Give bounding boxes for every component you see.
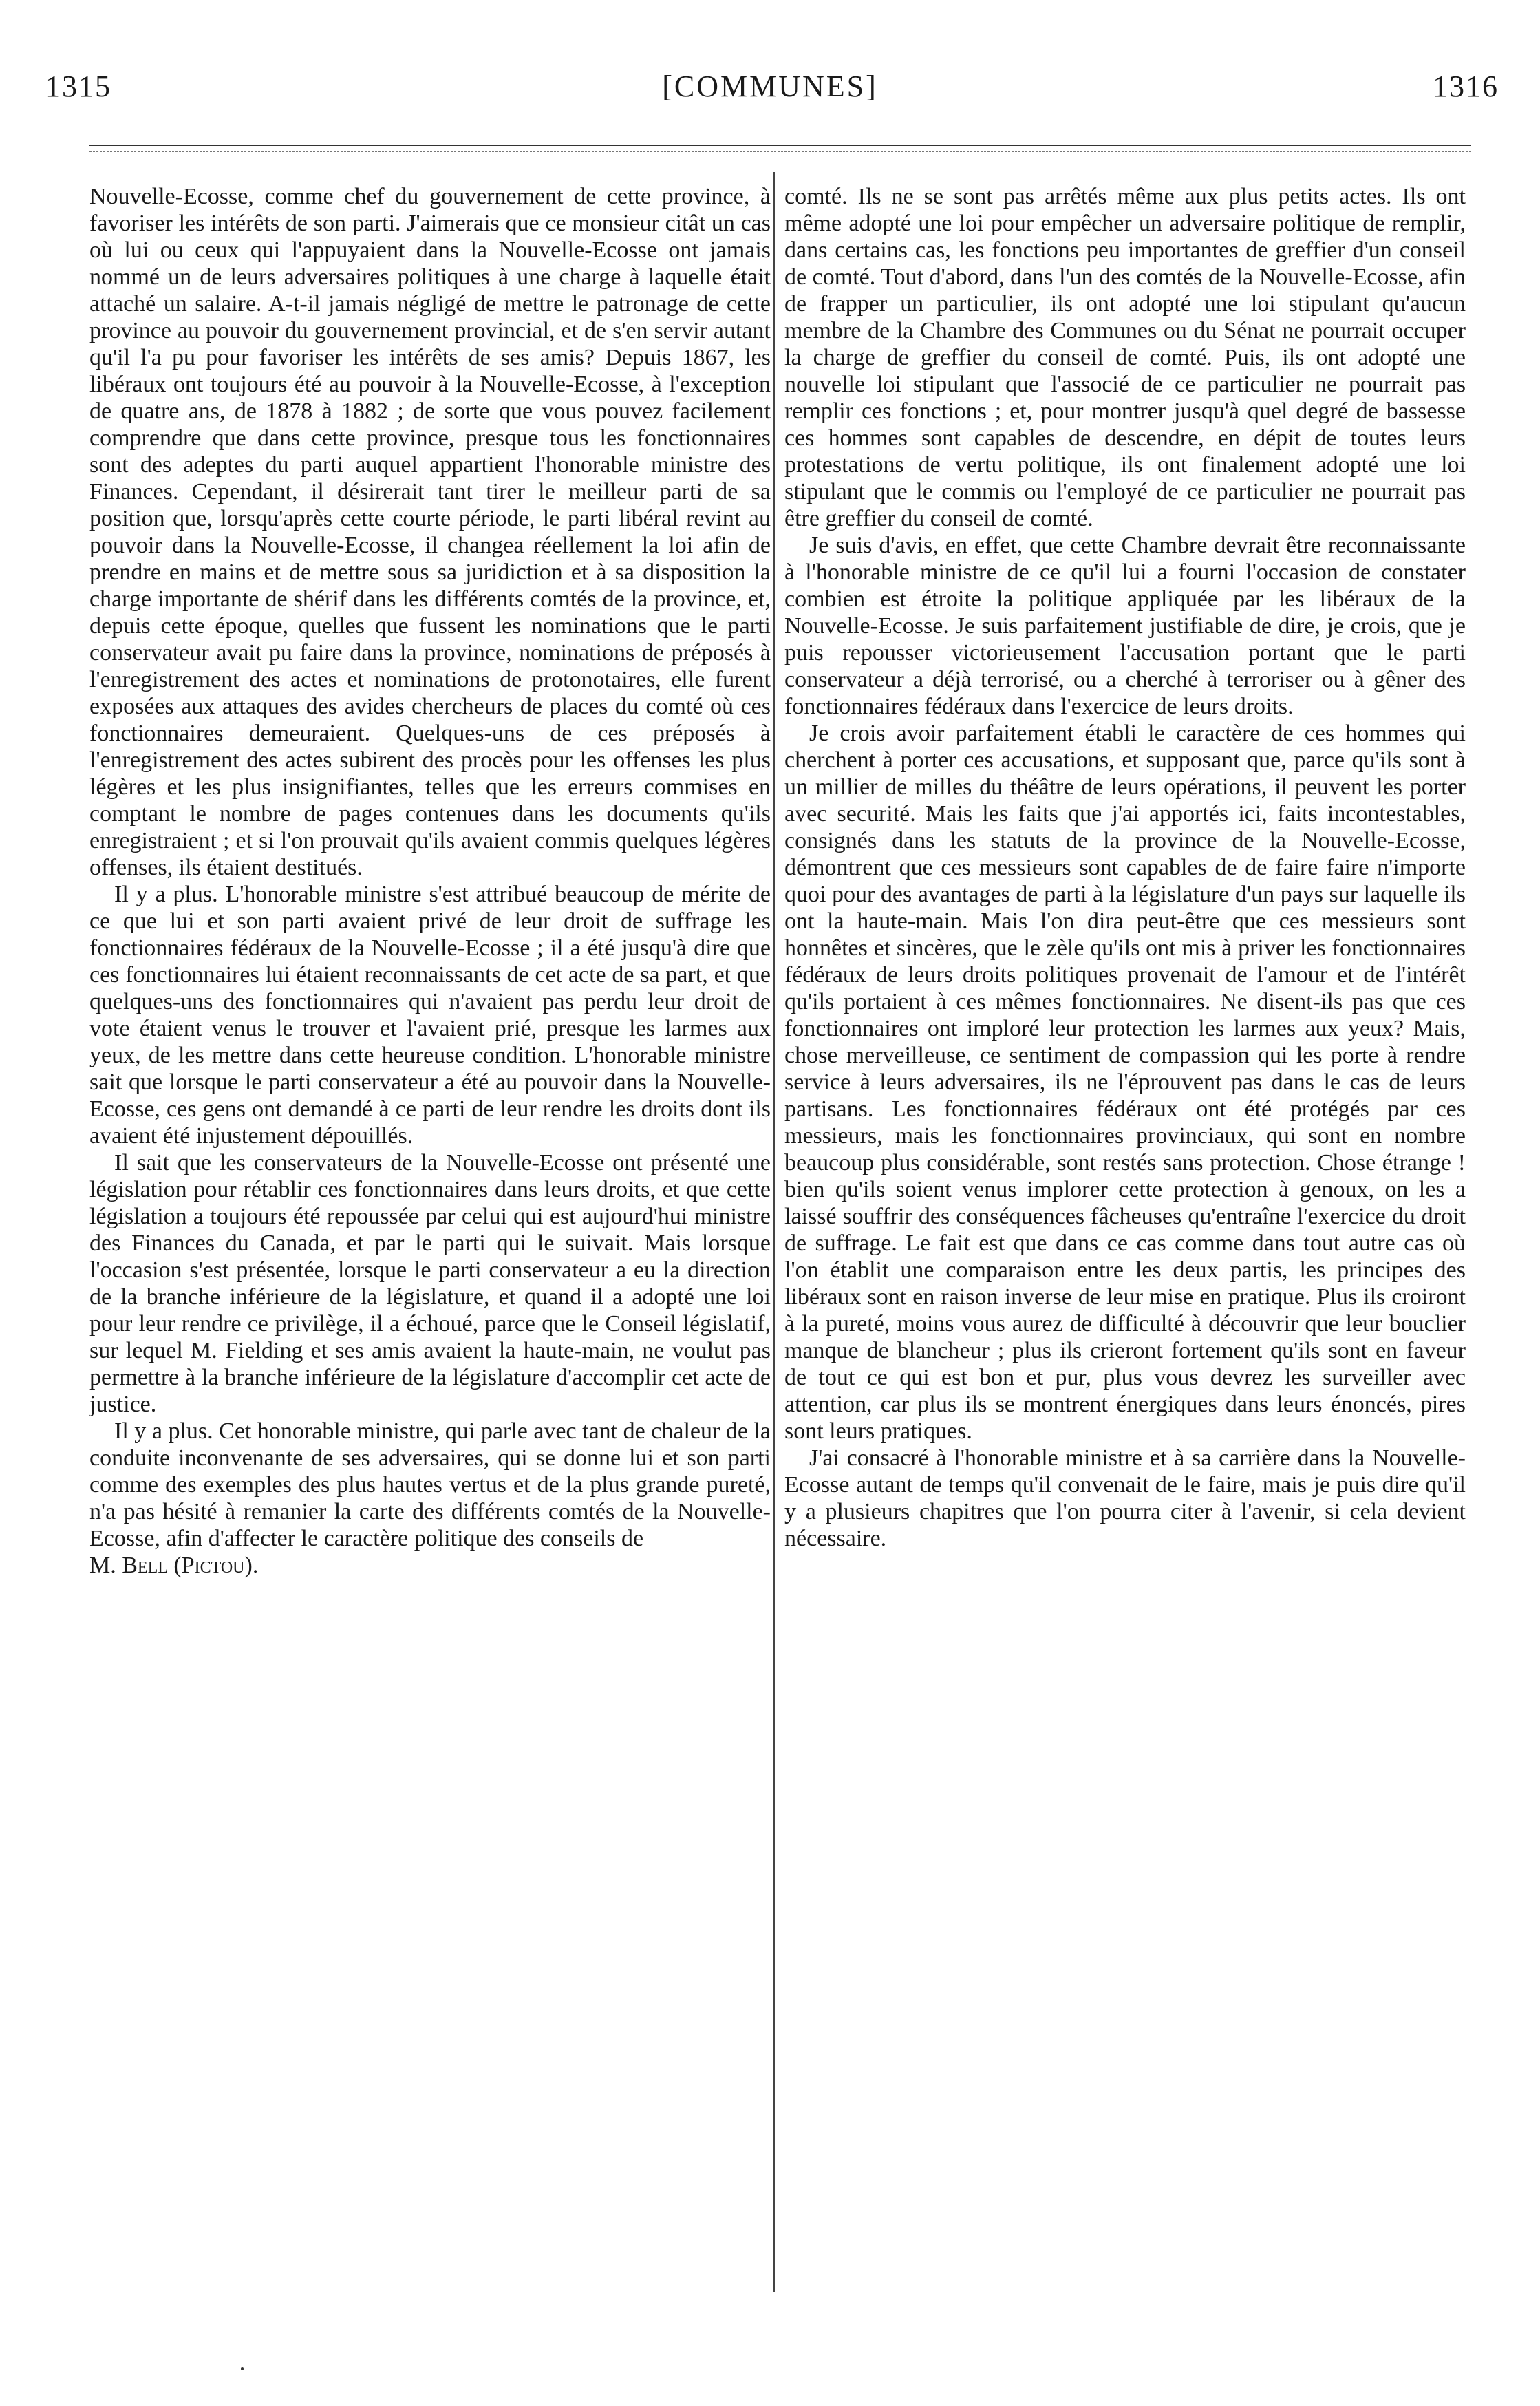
left-paragraph-1: Nouvelle-Ecosse, comme chef du gouvernement de cette province, à favoriser les intérêts de son parti. J'aimerais que ce monsieur citât un cas où lui ou ceux qui l'appuyaient dans la Nouvelle-Ecosse ont jamais nommé un de leurs adversaires politiques à une charge à laquelle était attaché un salaire. A-t-il jamais négligé de mettre le patronage de cette province au pouvoir du gouvernement provincial, et de s'en servir autant qu'il l'a pu pour favoriser les intérêts de ses amis? Depuis 1867, les libéraux ont toujours été au pouvoir à la Nouvelle-Ecosse, à l'exception de quatre ans, de 1878 à 1882 ; de sorte que vous pouvez facilement comprendre que dans cette province, presque tous les fonctionnaires sont des adeptes du parti auquel appartient l'honorable ministre des Finances. Cependant, il désirerait tant tirer le meilleur parti de sa position que, lorsqu'après cette courte période, le parti libéral revint au pouvoir dans la Nouvelle-Ecosse, il changea réellement la loi afin de prendre en mains et de mettre sous sa juridiction et à sa disposition la charge importante de shérif dans les différents comtés de la province, et, depuis cette époque, quelles que fussent les nominations que le parti conservateur avait pu faire dans la province, nominations de préposés à l'enregistrement des actes et nominations de protonotaires, elle furent exposées aux attaques des avides chercheurs de places du comté où ces fonctionnaires demeuraient. Quelques-uns de ces préposés à l'enregistrement des actes subirent des procès pour les offenses les plus légères et les plus insignifiantes, telles que les erreurs commises en comptant le nombre de pages contenues dans les documents qu'ils enregistraient ; et si l'on prouvait qu'ils avaient commis quelques légères offenses, ils étaient destitués. xyxy=(89,184,771,880)
right-column xyxy=(784,183,1466,1552)
header-rule-secondary xyxy=(89,151,1471,152)
right-paragraph-2: Je suis d'avis, en effet, que cette Chambre devrait être reconnaissante à l'honorable ministre de ce qu'il lui a fourni l'occasion de constater combien est étroite la politique appliquée par les libéraux de la Nouvelle-Ecosse. Je suis parfaitement justifiable de dire, je crois, que je puis repousser victorieusement l'accusation portant que le parti conservateur a déjà terrorisé, ou a cherché à terroriser ou à gêner des fonctionnaires fédéraux dans l'exercice de leurs droits. xyxy=(784,533,1466,719)
header-rule xyxy=(89,145,1471,146)
left-column xyxy=(89,183,771,1579)
right-paragraph-4: J'ai consacré à l'honorable ministre et à sa carrière dans la Nouvelle-Ecosse autant de temps qu'il convenait de le faire, mais je puis dire qu'il y a plusieurs chapitres que l'on pourra citer à l'avenir, si cela devient nécessaire. xyxy=(784,1445,1466,1551)
left-paragraph-2: Il y a plus. L'honorable ministre s'est attribué beaucoup de mérite de ce que lui et son parti avaient privé de leur droit de suffrage les fonctionnaires fédéraux de la Nouvelle-Ecosse ; il a été jusqu'à dire que ces fonctionnaires lui étaient reconnaissants de cet acte de sa part, et que quelques-uns des fonctionnaires qui n'avaient pas perdu leur droit de vote étaient venus le trouver et l'avaient prié, presque les larmes aux yeux, de les mettre dans cette heureuse condition. L'honorable ministre sait que lorsque le parti conservateur a été au pouvoir dans la Nouvelle-Ecosse, ces gens ont demandé à ce parti de leur rendre les droits dont ils avaient été injustement dépouillés. xyxy=(89,882,771,1149)
left-paragraph-4: Il y a plus. Cet honorable ministre, qui parle avec tant de chaleur de la conduite inconvenante de ses adversaires, qui se donne lui et son parti comme des exemples des plus hautes vertus et de la plus grande pureté, n'a pas hésité à remanier la carte des différents comtés de la Nouvelle-Ecosse, afin d'affecter le caractère politique des conseils de xyxy=(89,1418,771,1551)
page-number-left: 1315 xyxy=(45,70,111,103)
running-title: [COMMUNES] xyxy=(662,70,878,103)
column-divider xyxy=(773,172,775,2292)
speaker-attribution: M. Bell (Pictou). xyxy=(89,1553,259,1578)
page-number-right: 1316 xyxy=(1433,70,1499,103)
right-paragraph-3: Je crois avoir parfaitement établi le caractère de ces hommes qui cherchent à porter ces accusations, et supposant que, parce qu'ils sont à un millier de milles du théâtre de leurs opérations, il peuvent les porter avec securité. Mais les faits que j'ai apportés ici, faits incontestables, consignés dans les statuts de la province de la Nouvelle-Ecosse, démontrent que ces messieurs sont capables de de faire faire n'importe quoi pour des avantages de parti à la législature d'un pays sur laquelle ils ont la haute-main. Mais l'on dira peut-être que ces messieurs sont honnêtes et sincères, que le zèle qu'ils ont mis à priver les fonctionnaires fédéraux de leurs droits politiques provenait de l'amour et de l'intérêt qu'ils portaient à ces mêmes fonctionnaires. Ne disent-ils pas que ces fonctionnaires ont imploré leur protection les larmes aux yeux? Mais, chose merveilleuse, ce sentiment de compassion qui les porte à rendre service à leurs adversaires, ils ne l'éprouvent pas dans le cas de leurs partisans. Les fonctionnaires fédéraux ont été protégés par ces messieurs, mais les fonctionnaires provinciaux, qui sont en nombre beaucoup plus considérable, sont restés sans protection. Chose étrange ! bien qu'ils soient venus implorer cette protection à genoux, on les a laissé souffrir des conséquences fâcheuses qu'entraîne l'exercice du droit de suffrage. Le fait est que dans ce cas comme dans tout autre cas où l'on établit une comparaison entre les deux partis, les principes des libéraux sont en raison inverse de leur mise en pratique. Plus ils croiront à la pureté, moins vous aurez de difficulté à découvrir que leur bouclier manque de blancheur ; plus ils crieront fortement qu'ils sont en faveur de tout ce qui est bon et pur, plus vous devrez les surveiller avec attention, car plus ils se montrent énergiques dans leurs énoncés, pires sont leurs pratiques. xyxy=(784,721,1466,1444)
page-header xyxy=(0,0,1540,138)
print-speck xyxy=(241,2367,244,2370)
right-paragraph-1: comté. Ils ne se sont pas arrêtés même aux plus petits actes. Ils ont même adopté une loi pour empêcher un adversaire politique de remplir, dans certains cas, les fonctions peu importantes de greffier d'un conseil de comté. Tout d'abord, dans l'un des comtés de la Nouvelle-Ecosse, afin de frapper un particulier, ils ont adopté une loi stipulant qu'aucun membre de la Chambre des Communes ou du Sénat ne pourrait occuper la charge de greffier du conseil de comté. Puis, ils ont adopté une nouvelle loi stipulant que l'associé de ce particulier ne pourrait pas remplir ces fonctions ; et, pour montrer jusqu'à quel degré de bassesse ces hommes sont capables de descendre, en dépit de toutes leurs protestations de vertu politique, ils ont finalement adopté une loi stipulant que le commis ou l'employé de ce particulier ne pourrait pas être greffier du conseil de comté. xyxy=(784,184,1466,531)
left-paragraph-3: Il sait que les conservateurs de la Nouvelle-Ecosse ont présenté une législation pour rétablir ces fonctionnaires dans leurs droits, et que cette législation a toujours été repoussée par celui qui est aujourd'hui ministre des Finances du Canada, et par le parti qui le suivait. Mais lorsque l'occasion s'est présentée, lorsque le parti conservateur a eu la direction de la branche inférieure de la législature, et quand il a adopté une loi pour leur rendre ce privilège, il a échoué, parce que le Conseil législatif, sur lequel M. Fielding et ses amis avaient la haute-main, ne voulut pas permettre à la branche inférieure de la législature d'accomplir cet acte de justice. xyxy=(89,1150,771,1417)
